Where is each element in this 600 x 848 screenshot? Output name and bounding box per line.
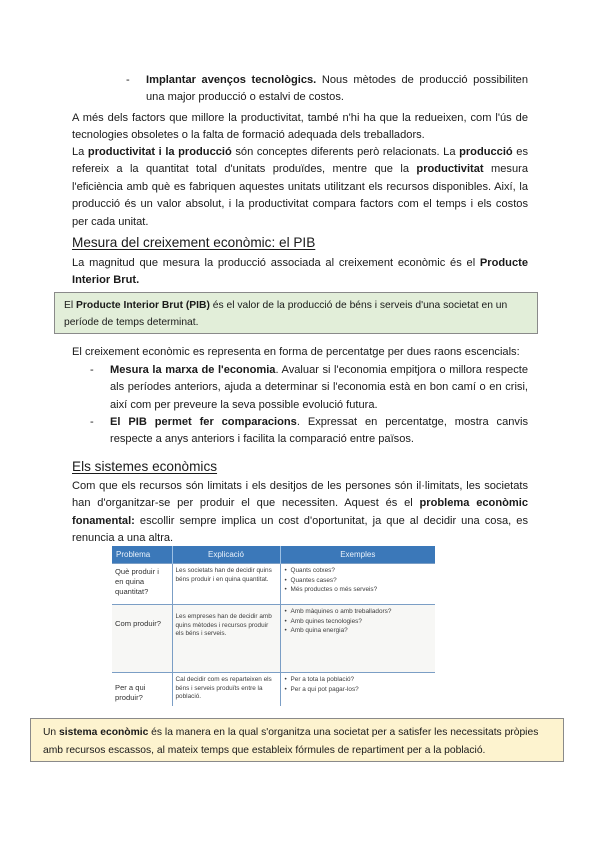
paragraph-production: La productivitat i la producció són conceptes diferents però relacionats. La producció es refereix a la quantitat total d'unitats produïdes, mentre que la productivitat mesura l'eficiència amb què es fabriquen aquestes unitats utilitzant els recursos disponibles. Així, la producció és un valor absolut, i la productivitat compara factors com el temps i els costos per cada unitat. — [72, 146, 529, 228]
bullet-text: Implantar avenços tecnològics. Nous mètodes de producció possibiliten una major producció o estalvi de costos. — [146, 74, 528, 104]
bullet-dash: - — [126, 74, 130, 86]
intro-bullet — [126, 72, 528, 107]
table-header — [112, 546, 435, 564]
paragraph-growth: El creixement econòmic es representa en forma de percentatge per dues raons escencials: — [72, 346, 520, 358]
growth-bullet-1: - Mesura la marxa de l'economia. Avaluar si l'economia empitjora o millora respecte als períodes anteriors, ajuda a determinar si l'economia està en bon camí o en crisi, així com per preveure la seva possible evolució futura. — [90, 364, 528, 411]
table-row: Com produir? Les empreses han de decidir amb quins mètodes i recursos produir els béns i serveis. • Amb màquines o amb treballadors? • Amb quines tecnologies? • Amb quina energia? — [112, 605, 435, 673]
paragraph-reducers: A més dels factors que millore la productivitat, també n'hi ha que la redueixen, com l'ús de tecnologies obsoletes o la falta de formació adequada dels treballadors. — [72, 112, 528, 142]
growth-bullet-2: - El PIB permet fer comparacions. Expressat en percentatge, mostra canvis respecte a anys anteriors i facilita la comparació entre països. — [90, 416, 528, 446]
header-explanation: Explicació — [172, 546, 280, 564]
table-row: Què produir i en quina quantitat? Les societats han de decidir quins béns produir i en quina quantitat. • Quants cotxes? • Quantes cases? • Més productes o més serveis? — [112, 564, 435, 605]
header-examples: Exemples — [280, 546, 435, 564]
paragraph-pib: La magnitud que mesura la producció associada al creixement econòmic és el Producte Interior Brut. — [72, 257, 528, 287]
header-problem: Problema — [112, 546, 172, 564]
heading-systems: Els sistemes econòmics — [72, 459, 218, 474]
paragraph-systems: Com que els recursos són limitats i els desitjos de les persones són il·limitats, les societats han d'organitzar-se per produir el que necessiten. Aquest és el problema econòmic fonamental: escollir sempre implica un cost d'oportunitat, ja que al decidir una cosa, es renuncia a una altra. — [72, 480, 529, 545]
pib-definition-box: El Producte Interior Brut (PIB) és el valor de la producció de béns i serveis d'una societat en un període de temps determinat. — [54, 292, 538, 334]
economic-problems-table — [112, 546, 435, 706]
economic-problems-table-image — [112, 546, 435, 706]
table-row: Per a qui produir? Cal decidir com es reparteixen els béns i serveis produïts entre la població. • Per a tota la població? • Per a qui pot pagar-los? — [112, 673, 435, 706]
heading-pib: Mesura del creixement econòmic: el PIB — [72, 235, 316, 250]
economic-system-definition-box: Un sistema econòmic és la manera en la qual s'organitza una societat per a satisfer les necessitats pròpies amb recursos escassos, al mateix temps que estableix fórmules de repartiment per a la població. — [30, 718, 564, 762]
